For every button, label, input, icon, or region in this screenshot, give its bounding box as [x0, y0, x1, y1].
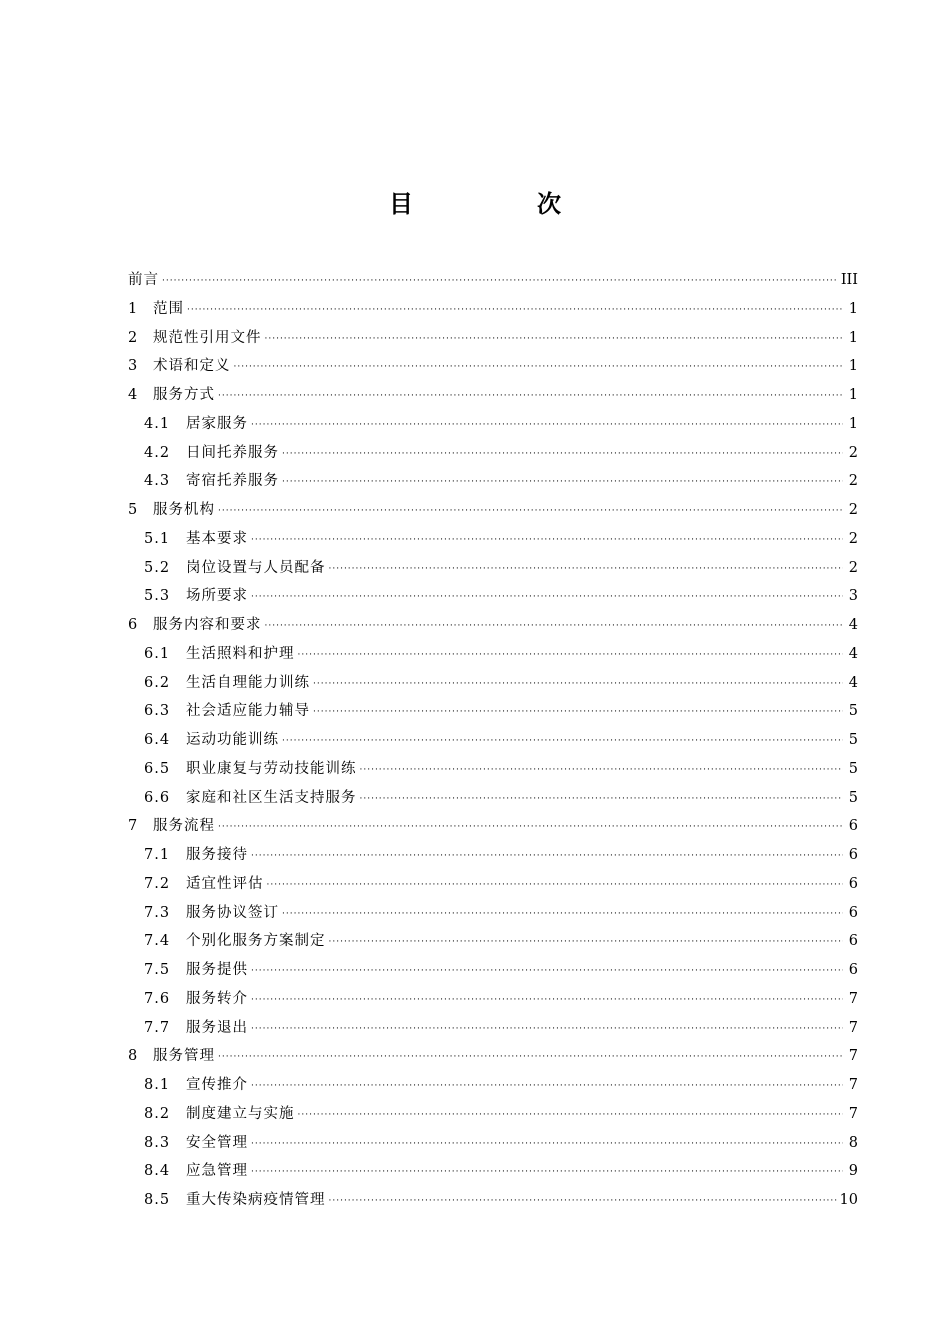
toc-dot-leader — [251, 957, 843, 986]
toc-entry-number: 7 — [128, 818, 138, 835]
toc-entry-number: 8.1 — [144, 1077, 171, 1093]
toc-dot-leader — [265, 325, 844, 354]
toc-entry-number: 8.5 — [144, 1192, 171, 1208]
toc-entry-number: 5.2 — [144, 559, 171, 576]
toc-entry[interactable] — [128, 496, 858, 525]
toc-entry-page-number: 6 — [848, 875, 858, 892]
toc-entry-number: 5.1 — [144, 530, 171, 547]
toc-entry-number: 6.2 — [144, 674, 171, 691]
toc-title: 目 次 — [389, 190, 611, 218]
toc-dot-leader — [298, 641, 844, 670]
toc-entry[interactable] — [128, 726, 858, 755]
toc-entry[interactable] — [128, 1071, 858, 1100]
toc-entry[interactable] — [128, 669, 858, 698]
toc-entry-page-number: 7 — [848, 1077, 858, 1093]
toc-entry-label: 服务协议签订 — [186, 904, 279, 921]
toc-entry-label: 服务接待 — [186, 847, 248, 863]
toc-entry[interactable] — [128, 266, 858, 295]
toc-entry[interactable] — [128, 554, 858, 583]
toc-entry-page-number: 1 — [848, 300, 858, 317]
toc-entry[interactable] — [128, 1129, 858, 1158]
toc-entry-page-number: 6 — [848, 933, 858, 950]
toc-entry-page-number: 1 — [848, 329, 858, 346]
toc-entry-label: 前言 — [128, 272, 159, 288]
toc-entry-number: 4 — [128, 387, 138, 403]
toc-dot-leader — [282, 440, 843, 469]
toc-entry-number: 8.2 — [144, 1105, 171, 1122]
toc-entry-number: 7.3 — [144, 904, 171, 921]
toc-entry-number: 5.3 — [144, 588, 171, 605]
toc-dot-leader — [218, 382, 843, 411]
toc-entry-label: 社会适应能力辅导 — [186, 703, 310, 720]
toc-dot-leader — [251, 1015, 843, 1044]
toc-entry-number: 3 — [128, 358, 138, 375]
toc-entry-page-number: 6 — [848, 962, 858, 978]
toc-entry-label: 生活自理能力训练 — [186, 674, 310, 691]
toc-entry-page-number: 2 — [848, 444, 858, 461]
toc-entry-page-number: 1 — [848, 358, 858, 375]
toc-dot-leader — [360, 756, 844, 785]
toc-dot-leader — [267, 871, 844, 900]
toc-entry-number: 2 — [128, 329, 138, 346]
toc-entry-label: 职业康复与劳动技能训练 — [186, 760, 357, 777]
toc-dot-leader — [251, 842, 843, 871]
toc-entry-label: 制度建立与实施 — [186, 1105, 295, 1122]
toc-entry[interactable] — [128, 755, 858, 784]
toc-entry-number: 6.3 — [144, 703, 171, 720]
toc-entry-label: 岗位设置与人员配备 — [186, 559, 326, 576]
toc-entry[interactable] — [128, 525, 858, 554]
toc-entry[interactable] — [128, 439, 858, 468]
toc-entry-number: 7.7 — [144, 1019, 171, 1036]
toc-entry-number: 4.3 — [144, 473, 171, 490]
toc-dot-leader — [251, 411, 843, 440]
toc-dot-leader — [265, 612, 844, 641]
toc-entry-number: 6.6 — [144, 789, 171, 806]
toc-entry[interactable] — [128, 582, 858, 611]
toc-dot-leader — [251, 1130, 843, 1159]
toc-dot-leader — [251, 986, 843, 1015]
toc-entry-page-number: 9 — [848, 1163, 858, 1180]
toc-entry-number: 5 — [128, 502, 138, 518]
toc-dot-leader — [282, 468, 843, 497]
toc-entry-page-number: 3 — [848, 588, 858, 605]
toc-entry[interactable] — [128, 640, 858, 669]
toc-entry[interactable] — [128, 784, 858, 813]
toc-entry[interactable] — [128, 410, 858, 439]
toc-entry-label: 服务流程 — [153, 818, 215, 835]
toc-entry-page-number: 2 — [848, 473, 858, 490]
toc-entry-label: 寄宿托养服务 — [186, 473, 279, 490]
toc-entry-page-number: 4 — [848, 645, 858, 662]
toc-entry-page-number: 4 — [848, 674, 858, 691]
toc-entry-label: 生活照料和护理 — [186, 645, 295, 662]
toc-entry-page-number: 6 — [848, 847, 858, 863]
toc-entry[interactable] — [128, 956, 858, 985]
toc-entry-label: 个别化服务方案制定 — [186, 933, 326, 950]
toc-dot-leader — [329, 1187, 837, 1216]
toc-dot-leader — [162, 267, 838, 296]
toc-entry[interactable] — [128, 841, 858, 870]
toc-dot-leader — [282, 900, 843, 929]
toc-entry-number: 7.4 — [144, 933, 171, 950]
toc-entry-label: 场所要求 — [186, 588, 248, 605]
toc-entry-number: 7.1 — [144, 847, 171, 863]
toc-entry[interactable] — [128, 812, 858, 841]
toc-entry-number: 6.4 — [144, 732, 171, 748]
toc-dot-leader — [251, 1158, 843, 1187]
toc-entry-page-number: 7 — [848, 1048, 858, 1065]
toc-entry-page-number: 2 — [848, 502, 858, 518]
toc-entry-label: 基本要求 — [186, 530, 248, 547]
toc-entry-page-number: 5 — [848, 703, 858, 720]
toc-entry[interactable] — [128, 1157, 858, 1186]
toc-entry-number: 6 — [128, 617, 138, 633]
toc-dot-leader — [313, 698, 843, 727]
toc-entry-label: 服务提供 — [186, 962, 248, 978]
toc-dot-leader — [218, 813, 843, 842]
toc-entry-page-number: 8 — [848, 1134, 858, 1151]
toc-entry-page-number: 7 — [848, 1019, 858, 1036]
toc-entry-label: 范围 — [153, 300, 184, 317]
toc-entry[interactable] — [128, 1042, 858, 1071]
toc-entry[interactable] — [128, 899, 858, 928]
toc-dot-leader — [282, 727, 843, 756]
toc-entry-page-number: 5 — [848, 732, 858, 748]
toc-dot-leader — [329, 555, 844, 584]
toc-entry-page-number: 2 — [848, 559, 858, 576]
toc-entry-label: 适宜性评估 — [186, 875, 264, 892]
toc-entry-page-number: III — [840, 272, 858, 288]
toc-entry-label: 居家服务 — [186, 415, 248, 432]
toc-entry-label: 安全管理 — [186, 1134, 248, 1151]
toc-entry-number: 7.6 — [144, 990, 171, 1007]
toc-entry[interactable] — [128, 352, 858, 381]
toc-entry-label: 术语和定义 — [153, 358, 231, 375]
toc-entry-number: 8 — [128, 1048, 138, 1065]
toc-entry[interactable] — [128, 870, 858, 899]
toc-entry-label: 服务内容和要求 — [153, 617, 262, 633]
toc-entry[interactable] — [128, 324, 858, 353]
toc-entry[interactable] — [128, 295, 858, 324]
toc-entry-number: 4.1 — [144, 415, 171, 432]
toc-dot-leader — [218, 1043, 843, 1072]
toc-dot-leader — [360, 785, 844, 814]
toc-dot-leader — [329, 928, 844, 957]
toc-entry-page-number: 1 — [848, 387, 858, 403]
toc-entry[interactable] — [128, 1186, 858, 1215]
toc-entry-page-number: 2 — [848, 530, 858, 547]
toc-dot-leader — [251, 583, 843, 612]
toc-entry[interactable] — [128, 611, 858, 640]
toc-entry-page-number: 5 — [848, 760, 858, 777]
toc-entry-number: 4.2 — [144, 444, 171, 461]
toc-dot-leader — [234, 353, 844, 382]
toc-entry-number: 7.2 — [144, 875, 171, 892]
toc-entry-number: 7.5 — [144, 962, 171, 978]
toc-entry[interactable] — [128, 1014, 858, 1043]
toc-entry-label: 服务管理 — [153, 1048, 215, 1065]
toc-entry-label: 规范性引用文件 — [153, 329, 262, 346]
toc-entry-page-number: 4 — [848, 617, 858, 633]
toc-entry[interactable] — [128, 985, 858, 1014]
toc-dot-leader — [251, 1072, 843, 1101]
toc-entry-page-number: 5 — [848, 789, 858, 806]
toc-entry[interactable] — [128, 927, 858, 956]
toc-dot-leader — [298, 1101, 844, 1130]
toc-entry-number: 1 — [128, 300, 138, 317]
toc-entry-label: 服务机构 — [153, 502, 215, 518]
toc-dot-leader — [251, 526, 843, 555]
toc-entry-page-number: 1 — [848, 415, 858, 432]
toc-entry-page-number: 6 — [848, 904, 858, 921]
toc-entry-label: 重大传染病疫情管理 — [186, 1192, 326, 1208]
toc-entry-label: 服务退出 — [186, 1019, 248, 1036]
toc-dot-leader — [313, 670, 843, 699]
table-of-contents — [128, 266, 858, 1215]
toc-entry-label: 宣传推介 — [186, 1077, 248, 1093]
toc-entry-page-number: 10 — [839, 1192, 858, 1208]
toc-entry-page-number: 6 — [848, 818, 858, 835]
toc-entry[interactable] — [128, 697, 858, 726]
toc-entry-page-number: 7 — [848, 990, 858, 1007]
toc-entry-label: 服务转介 — [186, 990, 248, 1007]
toc-entry[interactable] — [128, 381, 858, 410]
toc-entry-label: 家庭和社区生活支持服务 — [186, 789, 357, 806]
toc-entry-label: 运动功能训练 — [186, 732, 279, 748]
toc-entry-number: 6.1 — [144, 645, 171, 662]
toc-entry-label: 日间托养服务 — [186, 444, 279, 461]
toc-entry[interactable] — [128, 1100, 858, 1129]
toc-entry-number: 8.3 — [144, 1134, 171, 1151]
toc-entry-number: 6.5 — [144, 760, 171, 777]
toc-dot-leader — [187, 296, 843, 325]
toc-dot-leader — [218, 497, 843, 526]
toc-entry[interactable] — [128, 467, 858, 496]
toc-entry-label: 服务方式 — [153, 387, 215, 403]
toc-entry-number: 8.4 — [144, 1163, 171, 1180]
toc-entry-label: 应急管理 — [186, 1163, 248, 1180]
toc-entry-page-number: 7 — [848, 1105, 858, 1122]
